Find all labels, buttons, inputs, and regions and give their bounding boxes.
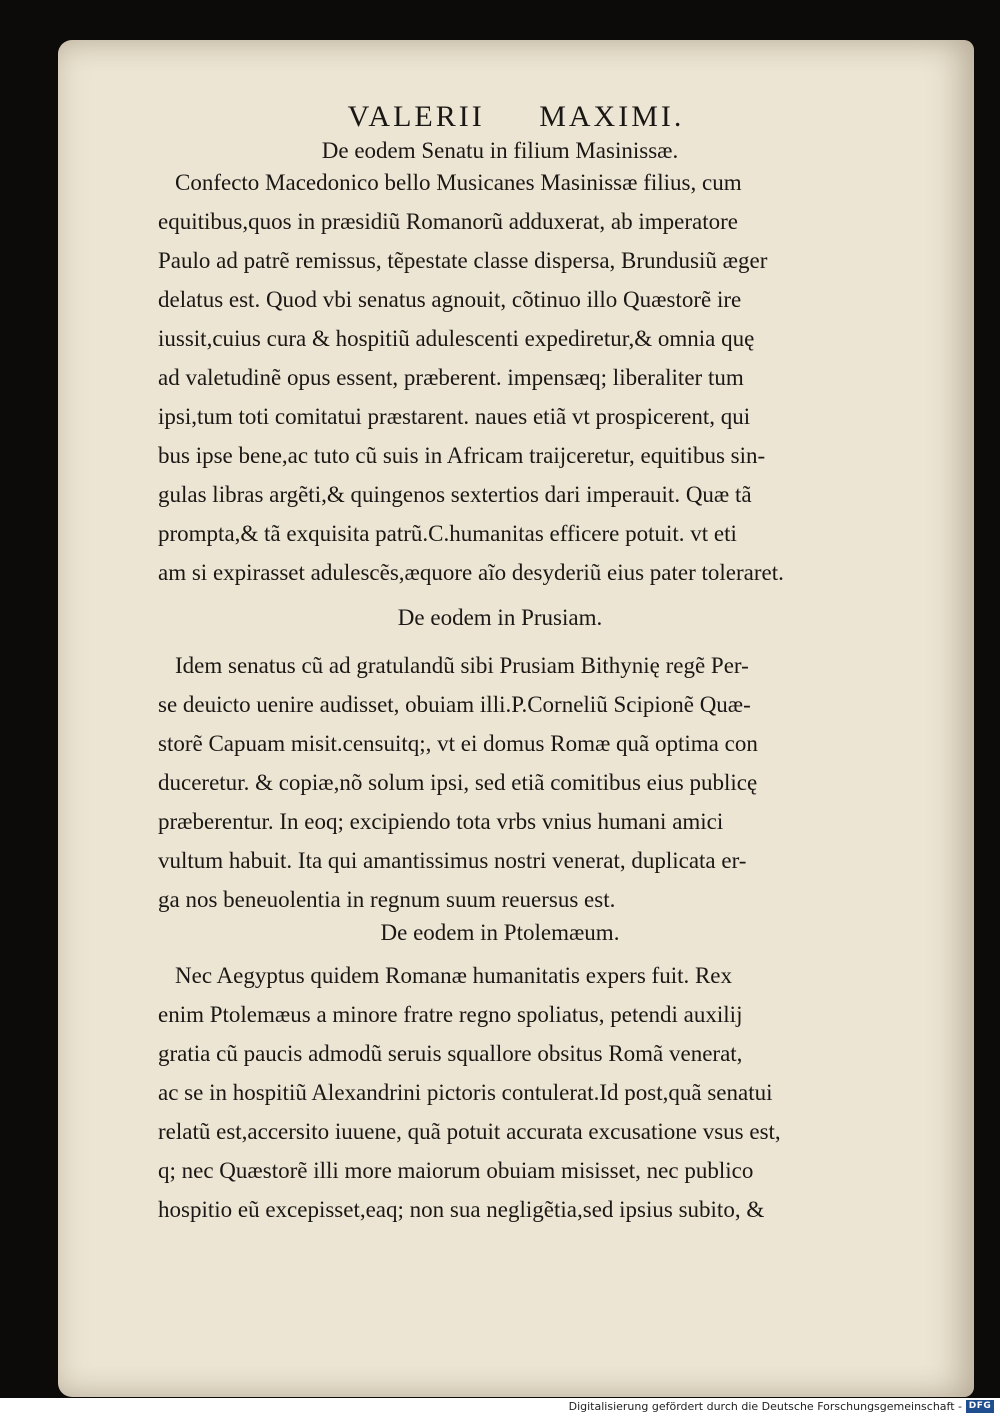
- text-line: ipsi,tum toti comitatui præstarent. naues etiã vt prospicerent, qui: [158, 404, 751, 429]
- text-line: iussit,cuius cura & hospitiũ adulescenti expediretur,& omnia quę: [158, 326, 755, 351]
- text-line: vultum habuit. Ita qui amantissimus nostri venerat, duplicata er-: [158, 848, 747, 873]
- text-line: enim Ptolemæus a minore fratre regno spoliatus, petendi auxilij: [158, 1002, 743, 1027]
- text-line: bus ipse bene,ac tuto cũ suis in Africam traijceretur, equitibus sin-: [158, 443, 766, 468]
- section-heading: De eodem in Prusiam.: [397, 605, 603, 630]
- text-line: relatũ est,accersito iuuene, quã potuit accurata excusatione vsus est,: [158, 1119, 781, 1144]
- section-heading: De eodem in Ptolemæum.: [380, 920, 620, 945]
- text-line: ga nos beneuolentia in regnum suum reuersus est.: [158, 887, 616, 912]
- text-line: Idem senatus cũ ad gratulandũ sibi Prusiam Bithynię regẽ Per-: [175, 653, 749, 678]
- text-line: ad valetudinẽ opus essent, præberent. impensæq; liberaliter tum: [158, 365, 744, 390]
- text-line: hospitio eũ excepisset,eaq; non sua negligẽtia,sed ipsius subito, &: [158, 1197, 765, 1222]
- dfg-logo-icon: DFG: [966, 1400, 994, 1413]
- footer-credit: Digitalisierung gefördert durch die Deutsche Forschungsgemeinschaft -: [568, 1400, 962, 1413]
- footer-bar: [0, 1398, 1000, 1417]
- text-line: Confecto Macedonico bello Musicanes Masinissæ filius, cum: [175, 170, 742, 195]
- text-line: Paulo ad patrẽ remissus, tẽpestate classe dispersa, Brundusiũ æger: [158, 248, 768, 273]
- section-heading: De eodem Senatu in filium Masinissæ.: [321, 138, 679, 163]
- text-line: am si expirasset adulescẽs,æquore aĩo desyderiũ eius pater toleraret.: [158, 560, 784, 585]
- text-line: duceretur. & copiæ,nõ solum ipsi, sed etiã comitibus eius publicę: [158, 770, 758, 795]
- text-line: se deuicto uenire audisset, obuiam illi.P.Corneliũ Scipionẽ Quæ-: [158, 692, 751, 717]
- text-line: præberentur. In eoq; excipiendo tota vrbs vnius humani amici: [158, 809, 724, 834]
- text-line: equitibus,quos in præsidiũ Romanorũ adduxerat, ab imperatore: [158, 209, 738, 234]
- text-line: ac se in hospitiũ Alexandrini pictoris contulerat.Id post,quã senatui: [158, 1080, 773, 1105]
- text-line: Nec Aegyptus quidem Romanæ humanitatis expers fuit. Rex: [175, 963, 733, 988]
- text-line: prompta,& tã exquisita patrũ.C.humanitas efficere potuit. vt eti: [158, 521, 737, 546]
- text-line: storẽ Capuam misit.censuitq;, vt ei domus Romæ quã optima con: [158, 731, 758, 756]
- running-head: [58, 100, 974, 134]
- text-line: gratia cũ paucis admodũ seruis squallore obsitus Romã venerat,: [158, 1041, 743, 1066]
- text-line: delatus est. Quod vbi senatus agnouit, cõtinuo illo Quæstorẽ ire: [158, 287, 742, 312]
- text-line: q; nec Quæstorẽ illi more maiorum obuiam misisset, nec publico: [158, 1158, 754, 1183]
- text-line: gulas libras argẽti,& quingenos sextertios dari imperauit. Quæ tã: [158, 482, 752, 507]
- running-head-left: VALERII: [347, 100, 485, 133]
- running-head-right: MAXIMI.: [539, 100, 685, 133]
